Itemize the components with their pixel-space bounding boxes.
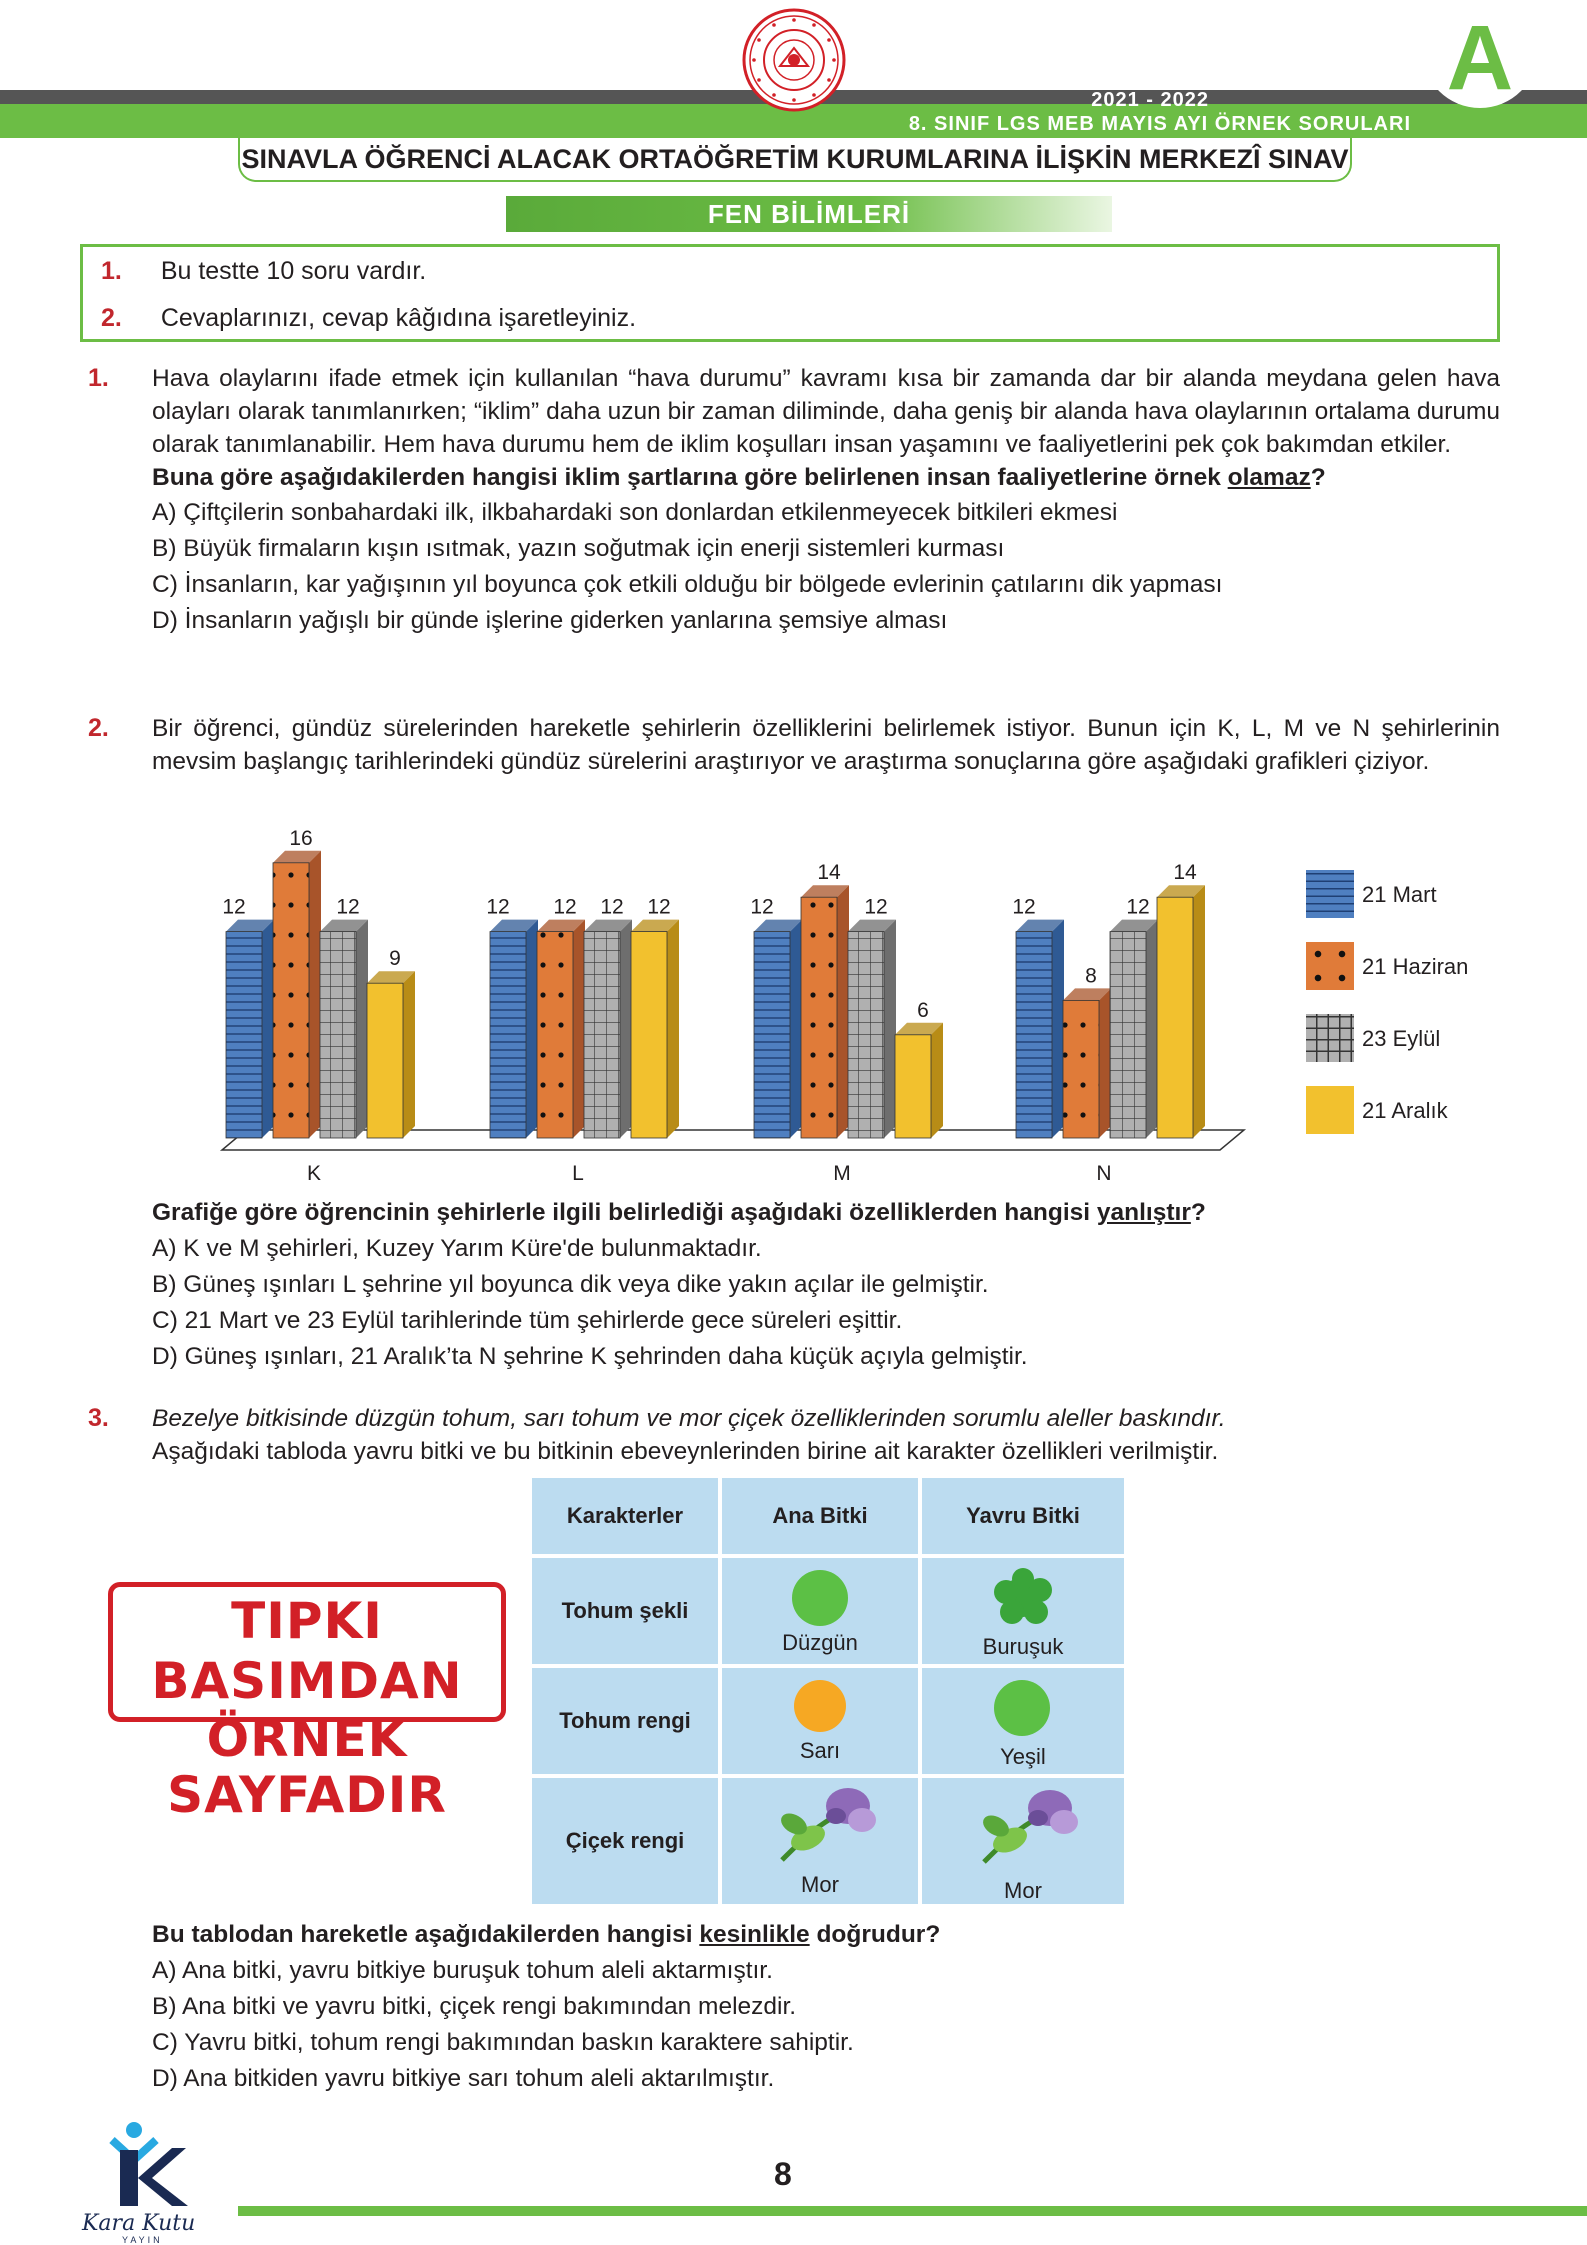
chart-bar-front [1016,932,1052,1138]
chart-bar [848,920,896,1138]
chart-bar-front [1063,1000,1099,1138]
chart-bar [754,920,802,1138]
chart-bar [1110,920,1158,1138]
chart-bar-side [667,920,679,1138]
chart-bar-front [490,932,526,1138]
option-b[interactable]: B) Güneş ışınları L şehrine yıl boyunca dik veya dike yakın açılar ile gelmiştir. [152,1271,989,1298]
chart-bar-front [895,1035,931,1138]
legend-label: 21 Aralık [1362,1098,1448,1123]
table-row-label: Tohum şekli [532,1558,718,1664]
table-header: Yavru Bitki [922,1478,1124,1554]
chart-bar [801,885,849,1138]
chart-value-label: 12 [750,895,774,919]
chart-bar-front [584,932,620,1138]
chart-value-label: 12 [553,895,577,919]
legend-item [1306,942,1486,990]
chart-bar [320,920,368,1138]
question-stem [152,1402,1500,1468]
chart-bar [226,920,274,1138]
question-stem [152,362,1500,461]
legend-item [1306,1086,1486,1134]
publisher-logo [82,2120,232,2245]
prompt-text: Buna göre aşağıdakilerden hangisi iklim şartlarına göre belirlenen insan faaliyetlerine örnek [152,464,1228,491]
chart-value-label: 9 [389,947,401,971]
chart-value-label: 12 [647,895,671,919]
chart-bar-front [1110,932,1146,1138]
chart-value-label: 16 [289,830,313,850]
instruction-item [101,257,426,286]
instructions-box [80,244,1500,342]
table-cell-text: Mor [801,1872,839,1897]
prompt-end: doğrudur? [809,1921,941,1948]
booklet-letter: A [1446,7,1514,109]
stamp-line-2: ÖRNEK SAYFADIR [167,1710,447,1824]
question-prompt [152,1196,1500,1229]
chart-bar-side [262,920,274,1138]
chart-value-label: 12 [600,895,624,919]
chart-value-label: 12 [1126,895,1150,919]
chart-bar-front [273,863,309,1138]
option-b[interactable]: B) Büyük firmaların kışın ısıtmak, yazın soğutmak için enerji sistemleri kurması [152,535,1005,562]
chart-bar-side [931,1023,943,1138]
option-a[interactable]: A) K ve M şehirleri, Kuzey Yarım Küre'de bulunmaktadır. [152,1235,762,1262]
question-stem-text: Bir öğrenci, gündüz sürelerinden hareketle şehirlerin özelliklerini belirlemek istiyor. Bunun için K, L, M ve N şehirlerinin mevsim başlangıç tarihlerindeki gündüz sürelerini araştırıyor ve araştırma sonuçlarına göre aşağıdaki grafikleri çiziyor. [152,715,1500,775]
chart-category-label: N [1096,1162,1112,1185]
sample-page-stamp [108,1582,506,1824]
instruction-number: 2. [101,304,122,332]
chart-bar-side [1052,920,1064,1138]
instruction-item [101,304,636,333]
chart-bar-side [356,920,368,1138]
chart-value-label: 12 [222,895,246,919]
chart-value-label: 12 [336,895,360,919]
chart-value-label: 12 [486,895,510,919]
legend-swatch [1306,942,1354,990]
chart-value-label: 12 [864,895,888,919]
question-stem-text: Aşağıdaki tabloda yavru bitki ve bu bitkinin ebeveynlerinden birine ait karakter özellikleri verilmiştir. [152,1438,1219,1465]
question-number: 1. [88,364,109,392]
option-d[interactable]: D) Ana bitkiden yavru bitkiye sarı tohum aleli aktarılmıştır. [152,2065,775,2092]
table-row-label: Çiçek rengi [532,1778,718,1904]
chart-value-label: 8 [1085,964,1097,988]
question-prompt [152,461,1500,494]
green-seed-icon [992,1678,1052,1738]
chart-bar-front [1157,897,1193,1138]
legend-label: 21 Haziran [1362,954,1469,979]
chart-bar [631,920,679,1138]
chart-value-label: 12 [1012,895,1036,919]
question-1 [88,362,1500,637]
legend-swatch [1306,1086,1354,1134]
header-year: 2021 - 2022 [1091,89,1209,111]
wrinkled-seed-icon [990,1566,1056,1628]
chart-bar-front [367,983,403,1138]
subject-banner [506,196,1112,232]
chart-bar [895,1023,943,1138]
instruction-text: Cevaplarınızı, cevap kâğıdına işaretleyiniz. [160,304,637,332]
footer-green-line [238,2206,1587,2216]
prompt-end: ? [1310,464,1326,491]
chart-bar-side [1099,988,1111,1138]
prompt-keyword: yanlıştır [1096,1199,1191,1226]
table-cell-text: Yeşil [1000,1744,1046,1769]
header-subtitle: 8. SINIF LGS MEB MAYIS AYI ÖRNEK SORULARI [908,113,1411,135]
table-cell [922,1558,1124,1664]
prompt-text: Grafiğe göre öğrencinin şehirlerle ilgili belirlediği aşağıdaki özelliklerden hangisi [152,1199,1097,1226]
question-2 [88,712,1500,778]
stamp-line-1: TIPKI BASIMDAN [151,1592,463,1710]
subject-title: FEN BİLİMLERİ [707,198,911,229]
question-prompt [152,1918,1500,1951]
table-cell-text: Mor [1004,1878,1042,1903]
chart-bar-front [320,932,356,1138]
day-length-chart [210,830,1250,1190]
question-stem [152,712,1500,778]
chart-bar [273,851,321,1138]
chart-bar [537,920,585,1138]
chart-category-label: M [833,1162,851,1185]
page-number: 8 [774,2156,792,2192]
option-a[interactable]: A) Çiftçilerin sonbahardaki ilk, ilkbahardaki son donlardan etkilenmeyecek bitkileri ekmesi [152,499,1118,526]
legend-label: 21 Mart [1362,882,1437,907]
chart-bar-front [226,932,262,1138]
table-header: Karakterler [532,1478,718,1554]
question-stem-text: Hava olaylarını ifade etmek için kullanılan “hava durumu” kavramı kısa bir zamanda dar bir alanda meydana gelen hava olayları olarak tanımlanırken; “iklim” daha uzun bir zaman diliminde, daha geniş bir alanda hava olaylarının ortalama durumu olarak tanımlanabilir. Hem hava durumu hem de iklim koşulları insan yaşamını ve faaliyetlerini pek çok bakımdan etkiler. [152,365,1500,458]
question-3-prompt-block [88,1918,1500,2095]
chart-bar-front [754,932,790,1138]
option-c[interactable]: C) İnsanların, kar yağışının yıl boyunca çok etkili olduğu bir bölgede evlerinin çatılarını dik yapması [152,571,1223,598]
chart-bar [1063,988,1111,1138]
genetics-table [532,1478,1124,1904]
chart-bar-front [631,932,667,1138]
prompt-end: ? [1190,1199,1206,1226]
publisher-name: Kara Kutu [82,2211,196,2236]
chart-bar-front [537,932,573,1138]
exam-title: SINAVLA ÖĞRENCİ ALACAK ORTAÖĞRETİM KURUMLARINA İLİŞKİN MERKEZÎ SINAV [241,143,1349,174]
chart-bar-side [620,920,632,1138]
table-row-label: Tohum rengi [532,1668,718,1774]
question-stem-italic: Bezelye bitkisinde düzgün tohum, sarı tohum ve mor çiçek özelliklerinden sorumlu aleller baskındır. [152,1405,1226,1432]
chart-category-label: K [306,1162,322,1185]
chart-bar-side [1193,885,1205,1138]
chart-bar [367,971,415,1138]
table-cell [922,1778,1124,1904]
chart-value-label: 6 [917,998,929,1022]
option-d[interactable]: D) Güneş ışınları, 21 Aralık’ta N şehrine K şehrinden daha küçük açıyla gelmiştir. [152,1343,1028,1370]
legend-swatch [1306,1014,1354,1062]
question-3 [88,1402,1500,1468]
publisher-sub: YAYIN [122,2235,163,2245]
table-cell [922,1668,1124,1774]
legend-item [1306,1014,1486,1062]
option-b[interactable]: B) Ana bitki ve yavru bitki, çiçek rengi bakımından melezdir. [152,1993,797,2020]
instruction-number: 1. [101,257,122,285]
legend-label: 23 Eylül [1362,1026,1441,1051]
question-number: 3. [88,1404,109,1432]
purple-flower-icon [974,1782,1084,1872]
option-c[interactable]: C) 21 Mart ve 23 Eylül tarihlerinde tüm şehirlerde gece süreleri eşittir. [152,1307,903,1334]
chart-bar-side [309,851,321,1138]
option-d[interactable]: D) İnsanların yağışlı bir günde işlerine giderken yanlarına şemsiye alması [152,607,948,634]
exam-title-box [238,138,1352,182]
instruction-text: Bu testte 10 soru vardır. [160,257,427,285]
prompt-keyword: kesinlikle [699,1921,810,1948]
question-number: 2. [88,714,109,742]
table-cell-text: Buruşuk [982,1634,1064,1659]
question-2-prompt-block [88,1196,1500,1373]
table-cell [722,1558,918,1664]
smooth-seed-icon [790,1568,850,1628]
chart-bar-side [837,885,849,1138]
option-a[interactable]: A) Ana bitki, yavru bitkiye buruşuk tohum aleli aktarmıştır. [152,1957,773,1984]
table-header: Ana Bitki [722,1478,918,1554]
chart-bar [584,920,632,1138]
purple-flower-icon [772,1780,882,1870]
meb-seal-icon [742,8,846,112]
prompt-text: Bu tablodan hareketle aşağıdakilerden hangisi [152,1921,700,1948]
chart-value-label: 14 [817,861,841,885]
chart-bar-front [801,897,837,1138]
table-cell [722,1778,918,1904]
legend-swatch [1306,870,1354,918]
chart-bar-side [403,971,415,1138]
chart-bar-side [1146,920,1158,1138]
chart-category-label: L [572,1162,584,1185]
yellow-seed-icon [792,1678,848,1734]
table-cell [722,1668,918,1774]
chart-bar-side [884,920,896,1138]
chart-bar [1016,920,1064,1138]
chart-bar [1157,885,1205,1138]
chart-bar-front [848,932,884,1138]
chart-value-label: 14 [1173,861,1197,885]
option-c[interactable]: C) Yavru bitki, tohum rengi bakımından baskın karaktere sahiptir. [152,2029,854,2056]
chart-bar [490,920,538,1138]
prompt-keyword: olamaz [1227,464,1311,491]
chart-bar-side [573,920,585,1138]
table-cell-text: Düzgün [782,1630,858,1655]
chart-bar-side [790,920,802,1138]
chart-bar-side [526,920,538,1138]
legend-item [1306,870,1486,918]
publisher-k-icon [82,2120,232,2208]
table-cell-text: Sarı [799,1738,841,1763]
